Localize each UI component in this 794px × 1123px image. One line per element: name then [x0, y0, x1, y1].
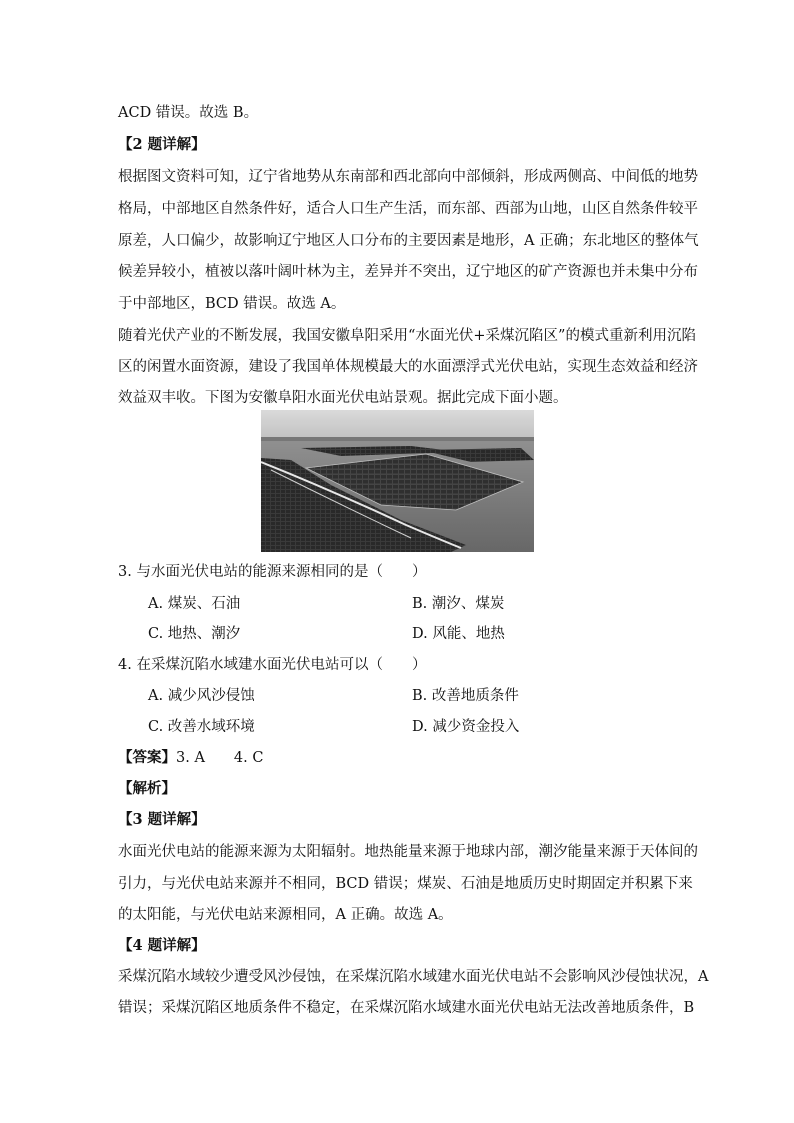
solar-station-photo — [261, 410, 534, 552]
text-line: 的太阳能，与光伏电站来源相同，A 正确。故选 A。 — [118, 907, 453, 923]
answer-label: 【答案】 — [118, 749, 176, 766]
option-a: A. 减少风沙侵蚀 — [148, 688, 255, 704]
text-line: 水面光伏电站的能源来源为太阳辐射。地热能量来源于地球内部，潮汐能量来源于天体间的 — [118, 844, 698, 860]
section-heading: 【2 题详解】 — [118, 136, 206, 153]
text-line: 效益双丰收。下图为安徽阜阳水面光伏电站景观。据此完成下面小题。 — [118, 390, 568, 406]
text-line: 采煤沉陷水域较少遭受风沙侵蚀，在采煤沉陷水域建水面光伏电站不会影响风沙侵蚀状况，A — [118, 969, 709, 985]
option-d: D. 风能、地热 — [412, 626, 505, 642]
option-c: C. 改善水域环境 — [148, 719, 255, 735]
option-b: B. 改善地质条件 — [412, 688, 519, 704]
text-line: 错误；采煤沉陷区地质条件不稳定，在采煤沉陷水域建水面光伏电站无法改善地质条件，B — [118, 1000, 695, 1016]
text-line: 随着光伏产业的不断发展，我国安徽阜阳采用“水面光伏+采煤沉陷区”的模式重新利用沉陷 — [118, 328, 696, 344]
text-line: 于中部地区，BCD 错误。故选 A。 — [118, 296, 346, 312]
text-line: 区的闲置水面资源，建设了我国单体规模最大的水面漂浮式光伏电站，实现生态效益和经济 — [118, 359, 698, 375]
answer-line — [118, 748, 263, 768]
answer-text: 3. A 4. C — [176, 750, 264, 766]
section-heading: 【3 题详解】 — [118, 811, 206, 828]
option-d: D. 减少资金投入 — [412, 719, 520, 735]
option-c: C. 地热、潮汐 — [148, 626, 241, 642]
text-line: ACD 错误。故选 B。 — [118, 105, 259, 121]
section-heading: 【4 题详解】 — [118, 937, 206, 954]
text-line: 格局，中部地区自然条件好，适合人口生产生活，而东部、西部为山地，山区自然条件较平 — [118, 201, 698, 217]
option-b: B. 潮汐、煤炭 — [412, 596, 505, 612]
text-line: 引力，与光伏电站来源并不相同，BCD 错误；煤炭、石油是地质历史时期固定并积累下来 — [118, 876, 693, 892]
question-stem: 3. 与水面光伏电站的能源来源相同的是（ ） — [118, 564, 427, 580]
text-line: 原差，人口偏少，故影响辽宁地区人口分布的主要因素是地形，A 正确；东北地区的整体气 — [118, 233, 699, 249]
analysis-heading: 【解析】 — [118, 780, 176, 797]
text-line: 候差异较小，植被以落叶阔叶林为主，差异并不突出，辽宁地区的矿产资源也并未集中分布 — [118, 264, 698, 280]
question-stem: 4. 在采煤沉陷水域建水面光伏电站可以（ ） — [118, 657, 427, 673]
text-line: 根据图文资料可知，辽宁省地势从东南部和西北部向中部倾斜，形成两侧高、中间低的地势 — [118, 169, 698, 185]
option-a: A. 煤炭、石油 — [148, 596, 241, 612]
